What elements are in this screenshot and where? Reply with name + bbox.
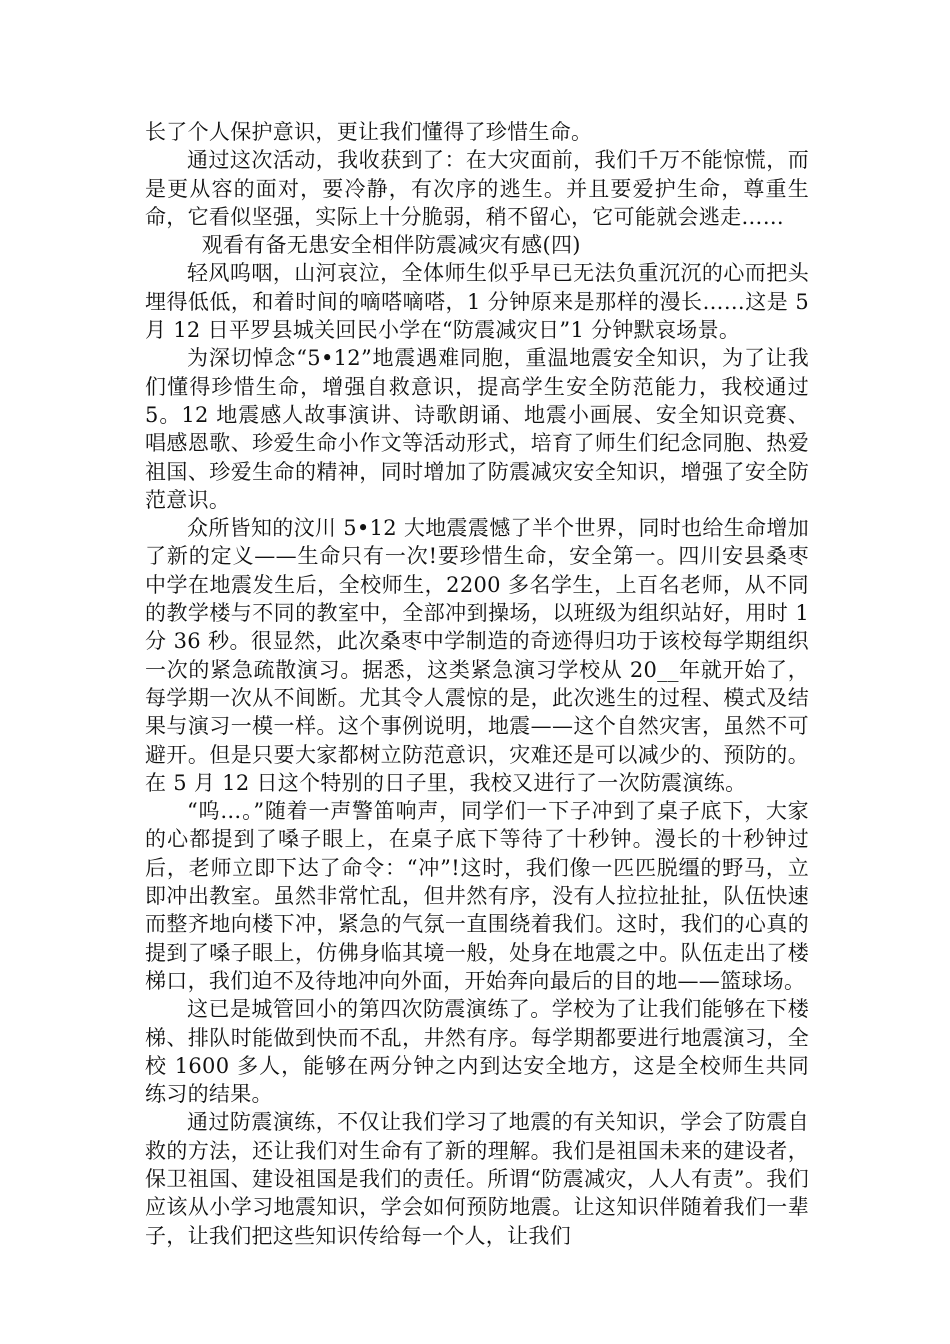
- paragraph-silence-tribute: 轻风呜咽，山河哀泣，全体师生似乎早已无法负重沉沉的心而把头埋得低低，和着时间的嘀嗒嘀嗒，1 分钟原来是那样的漫长……这是 5 月 12 日平罗县城关回民小学在“防震减灾日”1 分钟默哀场景。: [145, 261, 809, 343]
- paragraph-wenchuan-example: 众所皆知的汶川 5•12 大地震震憾了半个世界，同时也给生命增加了新的定义——生命只有一次!要珍惜生命，安全第一。四川安县桑枣中学在地震发生后，全校师生，2200 多名学生，上百名老师，从不同的教学楼与不同的教室中，全部冲到操场，以班级为组织站好，用时 1 分 36 秒。很显然，此次桑枣中学制造的奇迹得归功于该校每学期组织一次的紧急疏散演习。据悉，这类紧急演习学校从 20__年就开始了，每学期一次从不间断。尤其令人震惊的是，此次逃生的过程、模式及结果与演习一模一样。这个事例说明，地震——这个自然灾害，虽然不可避开。但是只要大家都树立防范意识，灾难还是可以减少的、预防的。在 5 月 12 日这个特别的日子里，我校又进行了一次防震演练。: [145, 516, 809, 795]
- paragraph-commemoration-activities: 为深切悼念“5•12”地震遇难同胞，重温地震安全知识，为了让我们懂得珍惜生命，增强自救意识，提高学生安全防范能力，我校通过 5。12 地震感人故事演讲、诗歌朗诵、地震小画展、安全知识竞赛、唱感恩歌、珍爱生命小作文等活动形式，培育了师生们纪念同胞、热爱祖国、珍爱生命的精神，同时增加了防震减灾安全知识，增强了安全防范意识。: [145, 346, 809, 512]
- paragraph-fourth-drill: 这已是城管回小的第四次防震演练了。学校为了让我们能够在下楼梯、排队时能做到快而不乱，井然有序。每学期都要进行地震演习，全校 1600 多人，能够在两分钟之内到达安全地方，这是全校师生共同练习的结果。: [145, 997, 809, 1107]
- paragraph-activity-reflection: 通过这次活动，我收获到了：在大灾面前，我们千万不能惊慌，而是更从容的面对，要冷静，有次序的逃生。并且要爱护生命，尊重生命，它看似坚强，实际上十分脆弱，稍不留心，它可能就会逃走……: [145, 148, 809, 229]
- paragraph-drill-lessons: 通过防震演练，不仅让我们学习了地震的有关知识，学会了防震自救的方法，还让我们对生命有了新的理解。我们是祖国未来的建设者，保卫祖国、建设祖国是我们的责任。所谓“防震减灾，人人有责”。我们应该从小学习地震知识，学会如何预防地震。让这知识伴随着我们一辈子，让我们把这些知识传给每一个人，让我们: [145, 1110, 809, 1248]
- paragraph-continuation: 长了个人保护意识，更让我们懂得了珍惜生命。: [145, 120, 593, 144]
- section-heading: 观看有备无患安全相伴防震减灾有感(四): [201, 233, 581, 258]
- paragraph-drill-narrative: “呜…。”随着一声警笛响声，同学们一下子冲到了桌子底下，大家的心都提到了嗓子眼上，在桌子底下等待了十秒钟。漫长的十秒钟过后，老师立即下达了命令：“冲”!这时，我们像一匹匹脱缰的野马，立即冲出教室。虽然非常忙乱，但井然有序，没有人拉拉扯扯，队伍快速而整齐地向楼下冲，紧急的气氛一直围绕着我们。这时，我们的心真的提到了嗓子眼上，仿佛身临其境一般，处身在地震之中。队伍走出了楼梯口，我们迫不及待地冲向外面，开始奔向最后的目的地——篮球场。: [145, 799, 809, 993]
- document-page: [145, 118, 809, 1250]
